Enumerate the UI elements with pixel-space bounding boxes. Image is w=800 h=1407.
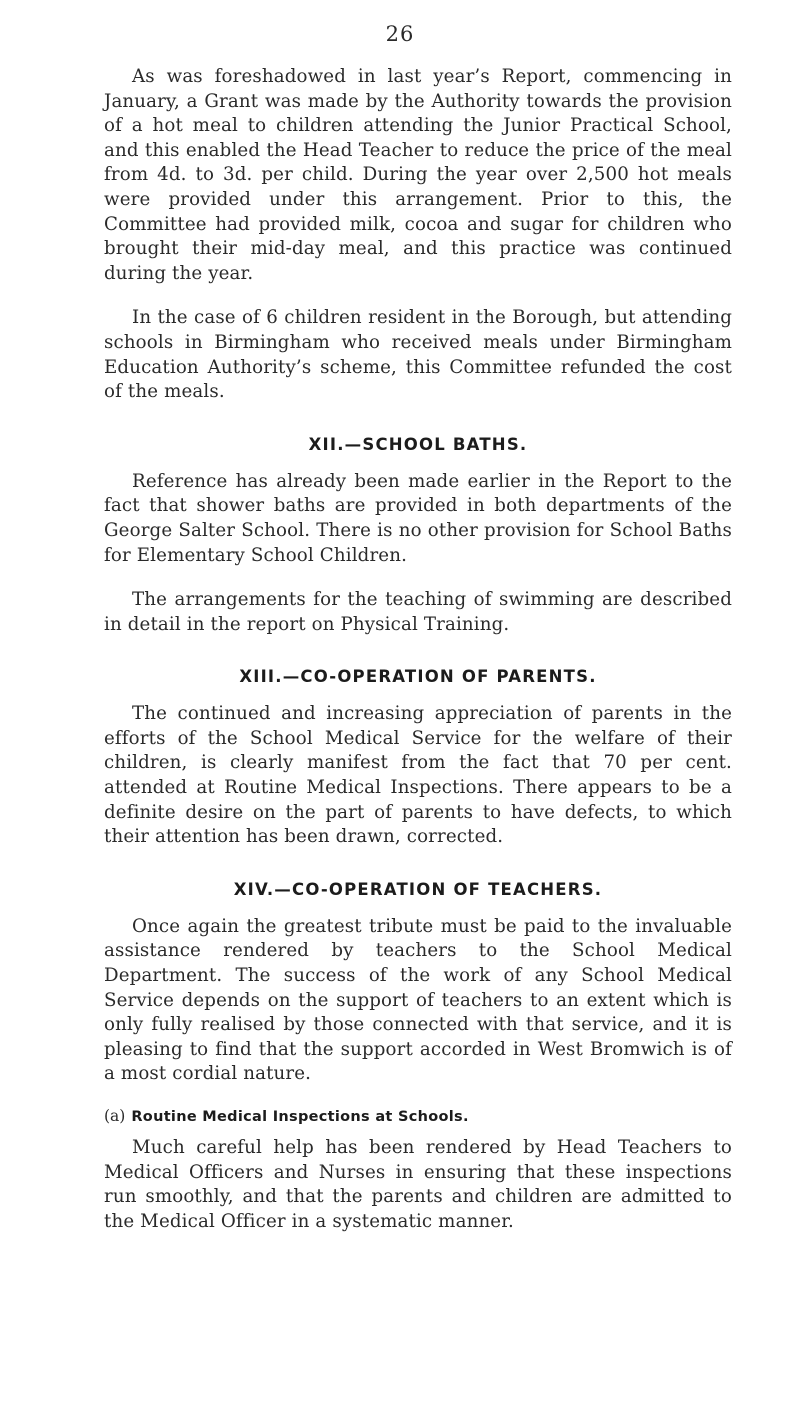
page-number: 26 [385,22,415,46]
section-heading-school-baths: XII.—SCHOOL BATHS. [308,434,528,454]
page-content [104,65,732,1234]
section-heading-co-operation-of-parents: XIII.—CO-OPERATION OF PARENTS. [239,667,597,687]
intro-paragraph-2: In the case of 6 children resident in the Borough, but attending schools in Birmingham who received meals under Birmingham Education Authority’s scheme, this Committee refunded the cost of the meals. [104,307,732,403]
subsection-title: Routine Medical Inspections at Schools. [131,1109,469,1125]
school-baths-paragraph-2: The arrangements for the teaching of swimming are described in detail in the report on Physical Training. [104,589,732,635]
school-baths-paragraph-1: Reference has already been made earlier in the Report to the fact that shower baths are provided in both departments of the George Salter School. There is no other provision for School Baths for Elementary School Children. [104,470,732,566]
routine-inspections-paragraph: Much careful help has been rendered by Head Teachers to Medical Officers and Nurses in ensuring that these inspections run smoothly, and that the parents and children are admitted to the Medical Officer in a systematic manner. [104,1137,732,1232]
co-operation-of-parents-paragraph: The continued and increasing appreciation of parents in the efforts of the School Medical Service for the welfare of their children, is clearly manifest from the fact that 70 per cent. attended at Routine Medical Inspections. There appears to be a definite desire on the part of parents to have defects, to which their attention has been drawn, corrected. [104,703,732,848]
co-operation-of-teachers-paragraph: Once again the greatest tribute must be paid to the invaluable assistance rendered by teachers to the School Medical Department. The success of the work of any School Medical Service depends on the support of teachers to an extent which is only fully realised by those connected with that service, and it is pleasing to find that the support accorded in West Bromwich is of a most cordial nature. [104,915,732,1085]
subsection-heading-routine-inspections [104,1105,732,1128]
intro-paragraph-1: As was foreshadowed in last year’s Report, commencing in January, a Grant was made by the Authority towards the provision of a hot meal to children attending the Junior Practical School, and this enabled the Head Teacher to reduce the price of the meal from 4d. to 3d. per child. During the year over 2,500 hot meals were provided under this arrangement. Prior to this, the Committee had provided milk, cocoa and sugar for children who brought their mid-day meal, and this practice was continued during the year. [104,66,732,284]
subsection-letter: (a) [104,1107,126,1125]
section-heading-co-operation-of-teachers: XIV.—CO-OPERATION OF TEACHERS. [233,879,603,899]
